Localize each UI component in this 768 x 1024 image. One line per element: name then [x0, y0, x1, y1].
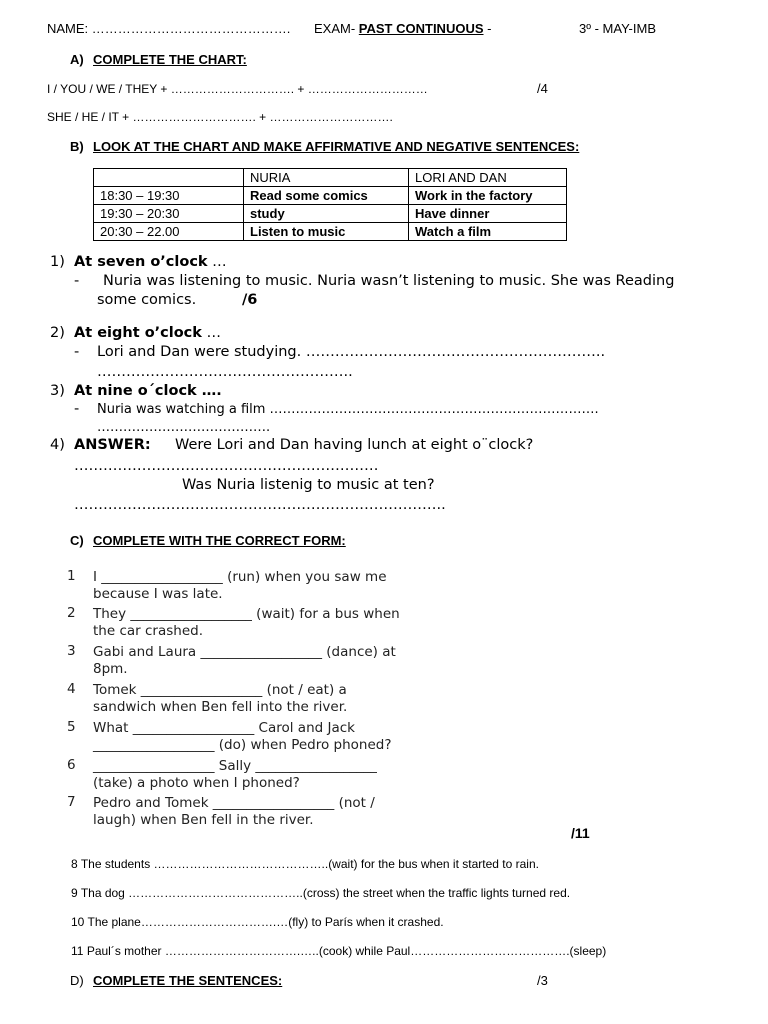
class-info: 3º - MAY-IMB: [579, 21, 656, 36]
table-row: [94, 205, 567, 223]
table-row: [94, 223, 567, 241]
section-d-score: /3: [537, 973, 548, 988]
exam-topic: PAST CONTINUOUS: [358, 21, 484, 36]
q4-heading: ANSWER:: [74, 437, 151, 453]
section-d-letter: D): [70, 973, 84, 988]
table-header-cell: LORI AND DAN: [409, 169, 567, 187]
q3-answer-line1: Nuria was watching a film ………………………………………………………………….: [97, 402, 599, 417]
exercise-line: I __________________ (run) when you saw me: [93, 569, 387, 585]
exercise-number: 1: [67, 568, 76, 584]
section-b-title: LOOK AT THE CHART AND MAKE AFFIRMATIVE AND NEGATIVE SENTENCES:: [93, 139, 580, 154]
exercise-line: because I was late.: [93, 586, 223, 602]
exercise-line: (take) a photo when I phoned?: [93, 775, 300, 791]
schedule-table: [93, 168, 567, 241]
exercise-number: 8: [71, 857, 78, 871]
q1-heading: [74, 254, 227, 270]
exercise-line: 8pm.: [93, 661, 128, 677]
q2-number: 2): [50, 325, 65, 341]
extra-exercise-8: [71, 857, 539, 871]
q2-dots: …: [201, 325, 222, 341]
exercise-number: 7: [67, 794, 76, 810]
q1-head: At seven o’clock: [74, 254, 208, 270]
exercise-line: __________________ (do) when Pedro phoned?: [93, 737, 392, 753]
table-cell: Read some comics: [244, 187, 409, 205]
exercise-text: The plane…………………………….…(fly) to París when it crashed.: [87, 915, 444, 929]
q2-bullet: -: [74, 344, 80, 360]
q2-answer-line2: ……………………………………………..: [97, 364, 353, 380]
q4-question2: Was Nuria listenig to music at ten?: [182, 477, 435, 493]
section-a-row-singular: SHE / HE / IT + …………………………. + ………………………….: [47, 110, 393, 124]
exercise-number: 11: [71, 944, 84, 958]
exercise-line: the car crashed.: [93, 623, 203, 639]
table-cell: study: [244, 205, 409, 223]
q1-answer-line1: Nuria was listening to music. Nuria wasn’t listening to music. She was Reading: [103, 273, 675, 289]
exercise-text: The students ……………………………………..(wait) for the bus when it started to rain.: [80, 857, 539, 871]
exercise-number: 9: [71, 886, 78, 900]
q3-number: 3): [50, 383, 65, 399]
q4-answer-line1: ………………………………………………………: [74, 458, 379, 474]
table-header-row: [94, 169, 567, 187]
q2-heading: [74, 325, 221, 341]
table-header-cell: [94, 169, 244, 187]
exercise-line: What __________________ Carol and Jack: [93, 720, 355, 736]
table-cell: Work in the factory: [409, 187, 567, 205]
exercise-line: __________________ Sally __________________: [93, 758, 377, 774]
q2-answer-line1: Lori and Dan were studying. ……………………………………………………..: [97, 344, 606, 360]
extra-exercise-9: [71, 886, 570, 900]
table-row: [94, 187, 567, 205]
q1-answer-line2: some comics.: [97, 292, 197, 308]
table-cell: Watch a film: [409, 223, 567, 241]
section-a-row-plural: I / YOU / WE / THEY + …………………………. + …………………………: [47, 82, 428, 96]
section-b-letter: B): [70, 139, 84, 154]
exercise-line: They __________________ (wait) for a bus when: [93, 606, 400, 622]
exercise-text: Tha dog ……………………………………..(cross) the street when the traffic lights turned red.: [80, 886, 571, 900]
q1-bullet: -: [74, 273, 80, 289]
section-a-score: /4: [537, 81, 548, 96]
exercise-number: 3: [67, 643, 76, 659]
q1-score: /6: [242, 292, 258, 308]
section-a-letter: A): [70, 52, 84, 67]
q1-dots: …: [207, 254, 227, 270]
exercise-number: 4: [67, 681, 76, 697]
section-c-title: COMPLETE WITH THE CORRECT FORM:: [93, 533, 346, 548]
table-header-cell: NURIA: [244, 169, 409, 187]
extra-exercise-10: [71, 915, 444, 929]
table-cell-time: 18:30 – 19:30: [94, 187, 244, 205]
table-cell: Have dinner: [409, 205, 567, 223]
q4-answer-line2: …………………………………………………………………..: [74, 497, 446, 513]
exercise-number: 5: [67, 719, 76, 735]
exercise-line: Gabi and Laura __________________ (dance) at: [93, 644, 396, 660]
exercise-number: 10: [71, 915, 85, 929]
exercise-line: Tomek __________________ (not / eat) a: [93, 682, 347, 698]
exercise-line: Pedro and Tomek __________________ (not /: [93, 795, 375, 811]
exercise-number: 6: [67, 757, 76, 773]
q3-heading: At nine o´clock ….: [74, 383, 222, 399]
exercise-number: 2: [67, 605, 76, 621]
section-c-score: /11: [571, 825, 590, 841]
exercise-line: sandwich when Ben fell into the river.: [93, 699, 348, 715]
name-label: NAME: ……………………………………….: [47, 21, 291, 36]
exam-title: [314, 21, 491, 36]
exam-prefix: EXAM-: [314, 21, 356, 36]
table-cell: Listen to music: [244, 223, 409, 241]
extra-exercise-11: [71, 944, 606, 958]
table-cell-time: 20:30 – 22.00: [94, 223, 244, 241]
q2-head: At eight o’clock: [74, 325, 202, 341]
table-cell-time: 19:30 – 20:30: [94, 205, 244, 223]
section-d-title: COMPLETE THE SENTENCES:: [93, 973, 283, 988]
q4-number: 4): [50, 437, 65, 453]
exercise-line: laugh) when Ben fell in the river.: [93, 812, 314, 828]
section-a-title: COMPLETE THE CHART:: [93, 52, 247, 67]
section-c-letter: C): [70, 533, 84, 548]
q4-question1: Were Lori and Dan having lunch at eight o¨clock?: [175, 437, 534, 453]
q3-bullet: -: [74, 401, 80, 417]
exam-suffix: -: [487, 21, 492, 36]
q3-answer-line2: ………………………………….: [97, 420, 271, 435]
exercise-text: Paul´s mother …………………………….…..(cook) while Paul………………………………….(sleep): [86, 944, 607, 958]
q1-number: 1): [50, 254, 65, 270]
